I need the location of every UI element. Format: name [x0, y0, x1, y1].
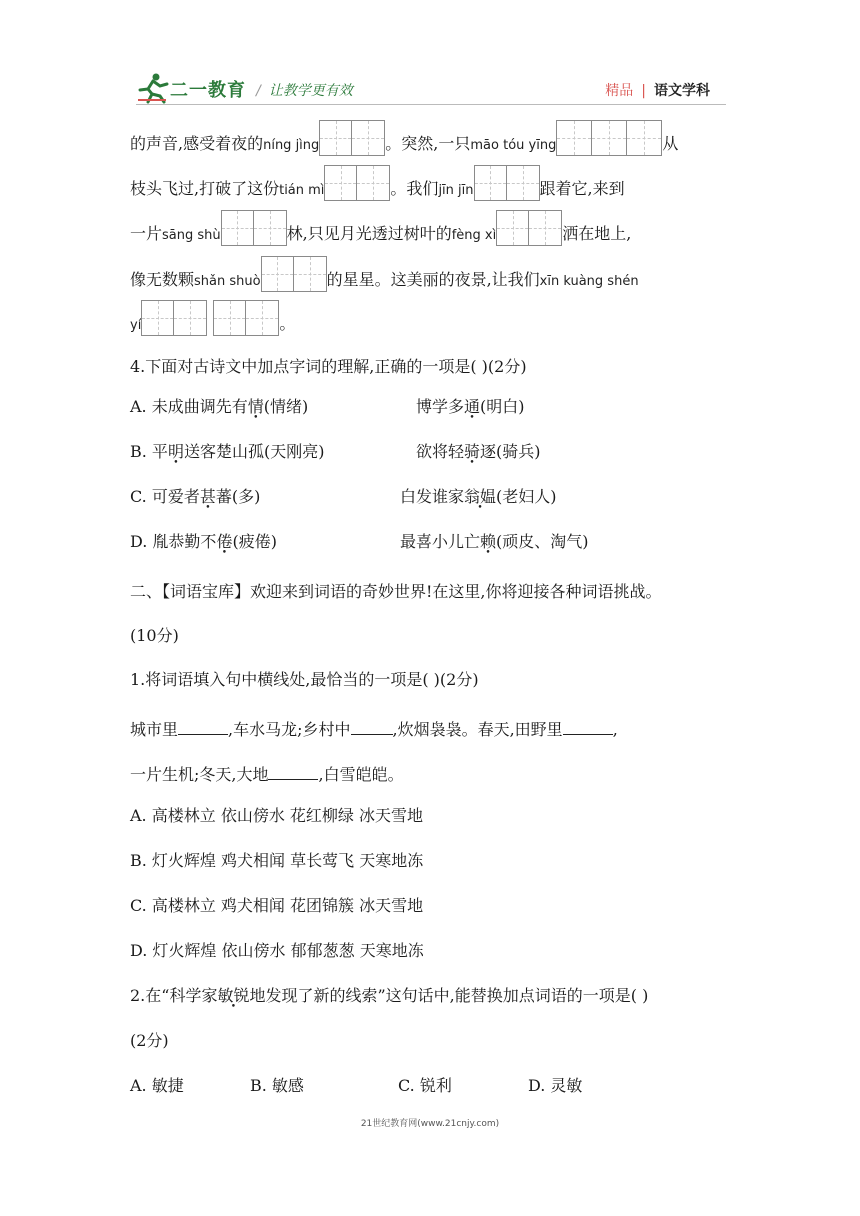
- page-header: [136, 72, 726, 106]
- writing-grid[interactable]: [324, 165, 390, 201]
- writing-grid[interactable]: [221, 210, 287, 246]
- section-2-score: (10分): [130, 626, 179, 645]
- pinyin-line-4: 像无数颗shǎn shuò 的星星。这美丽的夜景,让我们xīn kuàng shén: [130, 256, 639, 292]
- writing-grid[interactable]: [496, 210, 562, 246]
- answer-blank[interactable]: [563, 716, 613, 735]
- fill-sentence-1: 城市里 ,车水马龙;乡村中 ,炊烟袅袅。春天,田野里 ,: [130, 716, 618, 740]
- q2-2-option-b[interactable]: B. 敏感: [250, 1076, 304, 1095]
- question-2-1-stem: 1.将词语填入句中横线处,最恰当的一项是( )(2分): [130, 670, 479, 689]
- q2-2-options: [130, 1076, 583, 1096]
- fill-sentence-2: 一片生机;冬天,大地 ,白雪皑皑。: [130, 761, 404, 785]
- q4-option-b[interactable]: B. 平明送客楚山孤(天刚亮) 欲将轻骑逐(骑兵): [130, 442, 541, 461]
- q2-1-option-b[interactable]: B. 灯火辉煌 鸡犬相闻 草长莺飞 天寒地冻: [130, 851, 424, 870]
- q4-option-a[interactable]: A. 未成曲调先有情(情绪) 博学多通(明白): [130, 397, 525, 416]
- answer-blank[interactable]: [178, 716, 228, 735]
- runner-icon: [136, 72, 170, 104]
- q4-option-d[interactable]: D. 胤恭勤不倦(疲倦) 最喜小儿亡赖(顽皮、淘气): [130, 532, 589, 551]
- q4-option-c[interactable]: C. 可爱者甚蕃(多) 白发谁家翁媪(老妇人): [130, 487, 557, 506]
- q2-1-option-c[interactable]: C. 高楼林立 鸡犬相闻 花团锦簇 冰天雪地: [130, 896, 424, 915]
- pinyin-line-2: 枝头飞过,打破了这份tián mì 。我们jīn jīn 跟着它,来到: [130, 165, 625, 201]
- subject-brand: 精品 | 语文学科: [605, 83, 710, 99]
- writing-grid[interactable]: [319, 120, 385, 156]
- pinyin-line-1: 的声音,感受着夜的níng jìng 。突然,一只māo tóu yīng 从: [130, 120, 678, 156]
- section-2-title: 二、【词语宝库】欢迎来到词语的奇妙世界!在这里,你将迎接各种词语挑战。: [130, 582, 662, 601]
- q2-1-option-a[interactable]: A. 高楼林立 依山傍水 花红柳绿 冰天雪地: [130, 806, 423, 825]
- writing-grid[interactable]: [141, 300, 207, 336]
- question-2-2-stem: 2.在“科学家敏锐地发现了新的线索”这句话中,能替换加点词语的一项是( ): [130, 986, 649, 1005]
- header-divider: [136, 104, 726, 105]
- writing-grid[interactable]: [261, 256, 327, 292]
- pinyin-line-5: yí 。: [130, 300, 295, 336]
- writing-grid[interactable]: [556, 120, 662, 156]
- page-footer: 21世纪教育网(www.21cnjy.com): [360, 1119, 500, 1129]
- answer-blank[interactable]: [268, 761, 318, 780]
- q2-2-option-c[interactable]: C. 锐利: [398, 1076, 452, 1095]
- answer-blank[interactable]: [351, 716, 393, 735]
- question-2-2-score: (2分): [130, 1031, 169, 1050]
- logo-text: 二一教育: [170, 80, 246, 101]
- question-4-stem: 4.下面对古诗文中加点字词的理解,正确的一项是( )(2分): [130, 357, 527, 376]
- logo: [136, 72, 256, 106]
- pinyin-line-3: 一片sāng shù 林,只见月光透过树叶的fèng xì 洒在地上,: [130, 210, 631, 246]
- writing-grid[interactable]: [474, 165, 540, 201]
- q2-1-option-d[interactable]: D. 灯火辉煌 依山傍水 郁郁葱葱 天寒地冻: [130, 941, 424, 960]
- writing-grid[interactable]: [213, 300, 279, 336]
- slogan: / 让教学更有效: [256, 83, 353, 99]
- q2-2-option-d[interactable]: D. 灵敏: [528, 1076, 583, 1095]
- q2-2-option-a[interactable]: A. 敏捷: [130, 1076, 184, 1095]
